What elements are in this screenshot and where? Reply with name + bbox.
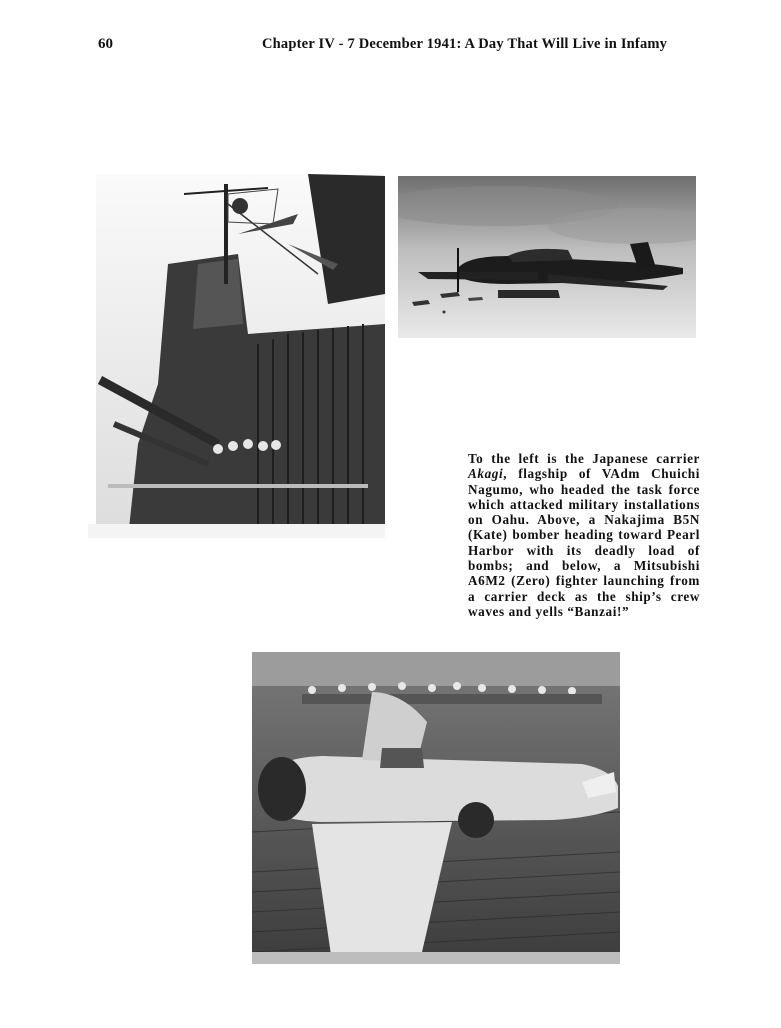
- caption-text-1: To the left is the Japanese carrier: [468, 451, 700, 466]
- caption-ship-name: Akagi: [468, 466, 504, 482]
- page-number: 60: [98, 36, 113, 52]
- caption-text-2: , flagship of VAdm Chuichi Nagumo, who headed the task force which attacked military installations on Oahu. Above, a Nakajima B5N (Kate) bomber heading toward Pearl Harbor with its deadly load of bombs; and below, a Mitsubishi A6M2 (Zero) fighter launching from a carrier deck as the ship’s crew waves and yells “Banzai!”: [468, 466, 700, 619]
- carrier-photo-image: [88, 144, 385, 538]
- zero-photo-image: [252, 652, 620, 964]
- page-header: [0, 36, 781, 58]
- photo-a6m2-zero: [252, 652, 620, 964]
- running-head: Chapter IV - 7 December 1941: A Day That Will Live in Infamy: [262, 36, 668, 52]
- caption-paragraph: [468, 451, 700, 619]
- photo-carrier-akagi: [88, 144, 385, 538]
- photo-caption: [468, 451, 700, 619]
- photo-b5n-bomber: [398, 176, 696, 338]
- bomber-photo-image: [398, 176, 696, 338]
